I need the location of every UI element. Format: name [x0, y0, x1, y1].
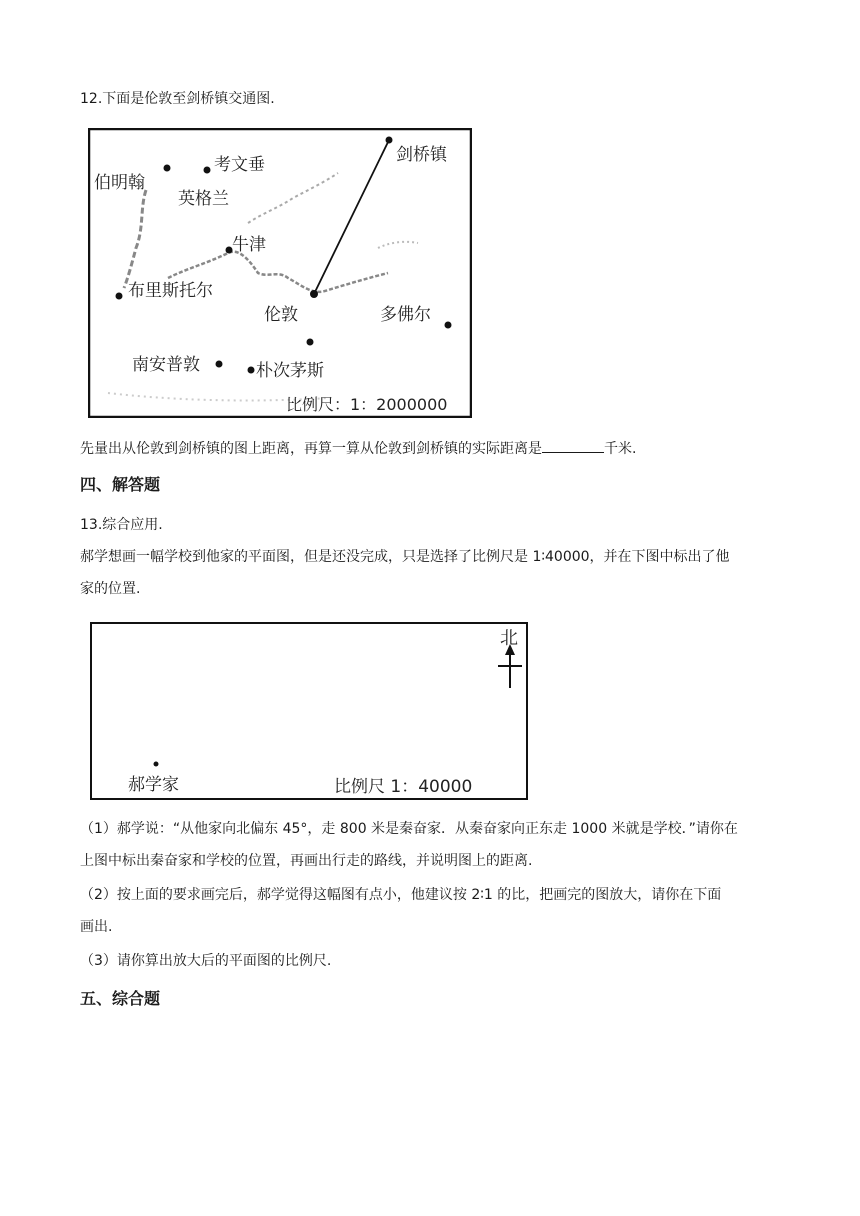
portsmouth-dot	[307, 339, 314, 346]
q12-question-unit: 千米.	[604, 441, 637, 457]
label-southampton: 南安普敦	[132, 355, 200, 375]
label-london: 伦敦	[264, 305, 298, 325]
q13-part3: （3）请你算出放大后的平面图的比例尺.	[80, 953, 332, 969]
label-england: 英格兰	[178, 189, 229, 209]
q13-part1-line2: 上图中标出秦奋家和学校的位置，再画出行走的路线，并说明图上的距离.	[80, 853, 533, 869]
dover-dot	[445, 322, 452, 329]
label-coventry: 考文垂	[214, 155, 265, 175]
home-plan-map	[90, 622, 528, 800]
london-dot	[310, 290, 318, 298]
q13-title: 13.综合应用.	[80, 517, 163, 533]
q13-part2-line2: 画出.	[80, 919, 113, 935]
portsmouth-dot-2	[248, 367, 255, 374]
q13-part2-line1: （2）按上面的要求画完后，郝学觉得这幅图有点小，他建议按 2∶1 的比，把画完的图放大，请你在下面	[80, 887, 722, 903]
label-dover: 多佛尔	[380, 305, 431, 325]
q12-title: 12.下面是伦敦至剑桥镇交通图.	[80, 91, 275, 107]
birmingham-dot	[164, 165, 171, 172]
label-portsmouth: 朴次茅斯	[256, 361, 324, 381]
label-birmingham: 伯明翰	[94, 173, 145, 193]
q12-question	[80, 438, 636, 460]
section-four-heading: 四、解答题	[80, 475, 161, 494]
coventry-dot	[204, 167, 211, 174]
cambridge-dot	[386, 137, 393, 144]
southampton-dot	[216, 361, 223, 368]
north-label: 北	[500, 628, 518, 649]
plan-scale: 比例尺 1：40000	[334, 777, 473, 797]
label-cambridge: 剑桥镇	[396, 145, 447, 165]
home-dot	[154, 762, 159, 767]
answer-blank	[542, 438, 604, 453]
q13-part1-line1: （1）郝学说：“从他家向北偏东 45°，走 800 米是秦奋家．从秦奋家向正东走 1000 米就是学校．”请你在	[80, 821, 738, 837]
bristol-dot	[116, 293, 123, 300]
section-five-heading: 五、综合题	[80, 989, 161, 1008]
home-label: 郝学家	[128, 775, 179, 795]
london-transport-map	[88, 128, 472, 418]
q13-intro-line1: 郝学想画一幅学校到他家的平面图，但是还没完成，只是选择了比例尺是 1∶40000，并在下图中标出了他	[80, 549, 730, 565]
map-scale: 比例尺：1：2000000	[286, 395, 448, 414]
label-bristol: 布里斯托尔	[128, 281, 213, 301]
label-oxford: 牛津	[232, 235, 266, 255]
q12-question-text: 先量出从伦敦到剑桥镇的图上距离，再算一算从伦敦到剑桥镇的实际距离是	[80, 441, 542, 457]
q13-intro-line2: 家的位置.	[80, 581, 141, 597]
